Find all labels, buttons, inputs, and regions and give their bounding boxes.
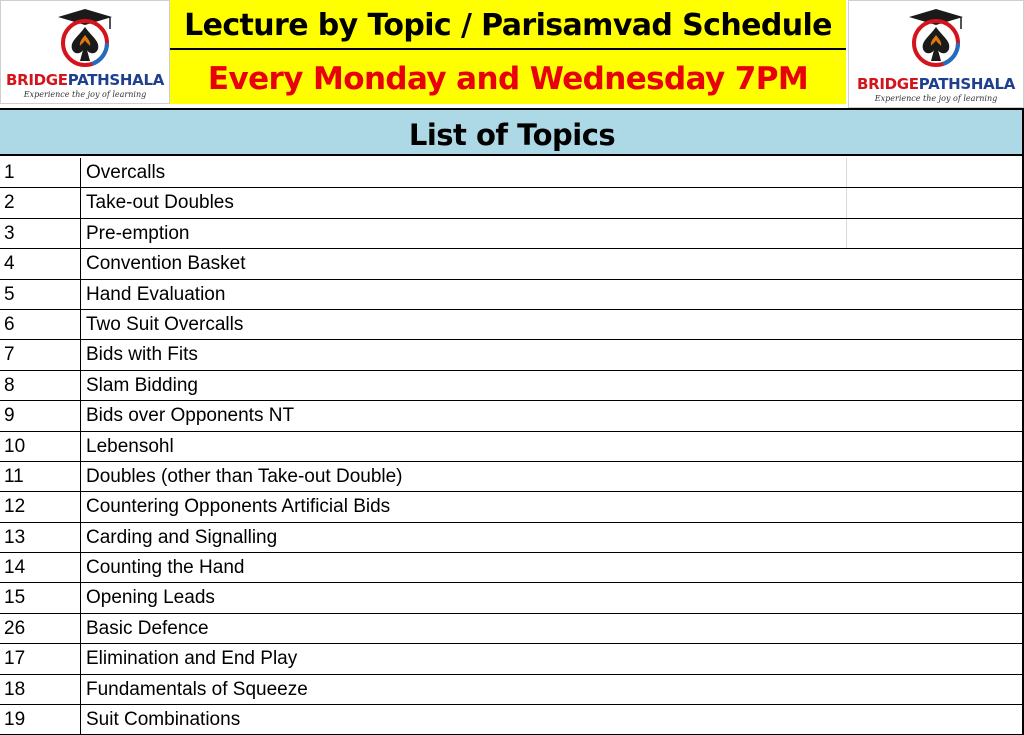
topic-name: Suit Combinations xyxy=(86,709,241,731)
column-divider xyxy=(80,675,81,704)
topic-name: Take-out Doubles xyxy=(86,192,234,214)
column-divider xyxy=(80,462,81,491)
column-divider xyxy=(80,401,81,430)
topic-number: 17 xyxy=(4,648,26,670)
brand-name: BRIDGEPATHSHALA xyxy=(5,71,165,89)
header xyxy=(0,0,1024,108)
topic-row xyxy=(0,432,1024,462)
topic-number: 18 xyxy=(4,678,26,700)
schedule-subtitle: Every Monday and Wednesday 7PM xyxy=(170,50,846,104)
logo-left xyxy=(0,0,170,104)
topic-name: Two Suit Overcalls xyxy=(86,313,244,335)
topic-name: Hand Evaluation xyxy=(86,283,226,305)
column-divider xyxy=(80,705,81,734)
topic-row xyxy=(0,280,1024,310)
topic-number: 7 xyxy=(4,344,15,366)
topic-row xyxy=(0,492,1024,522)
column-divider xyxy=(80,614,81,643)
topic-number: 19 xyxy=(4,709,26,731)
column-divider xyxy=(80,219,81,248)
topic-name: Bids over Opponents NT xyxy=(86,405,295,427)
topic-row xyxy=(0,219,1024,249)
column-divider xyxy=(80,310,81,339)
topic-number: 8 xyxy=(4,374,15,396)
topic-row xyxy=(0,310,1024,340)
topic-number: 26 xyxy=(4,617,26,639)
logo-right xyxy=(848,0,1024,108)
spade-mortarboard-logo-icon xyxy=(903,7,969,69)
column-divider xyxy=(80,371,81,400)
topic-name: Countering Opponents Artificial Bids xyxy=(86,496,391,518)
column-divider xyxy=(80,188,81,217)
topic-number: 4 xyxy=(4,253,15,275)
page-title: Lecture by Topic / Parisamvad Schedule xyxy=(170,0,846,50)
topic-name: Carding and Signalling xyxy=(86,526,278,548)
topic-row xyxy=(0,462,1024,492)
column-divider xyxy=(80,340,81,369)
grid-line xyxy=(846,188,847,217)
topic-name: Basic Defence xyxy=(86,617,209,639)
grid-line xyxy=(846,158,847,187)
topic-number: 15 xyxy=(4,587,26,609)
topic-name: Elimination and End Play xyxy=(86,648,298,670)
topic-name: Fundamentals of Squeeze xyxy=(86,678,308,700)
column-divider xyxy=(80,523,81,552)
topic-row xyxy=(0,340,1024,370)
topic-row xyxy=(0,583,1024,613)
topic-row xyxy=(0,401,1024,431)
topic-number: 14 xyxy=(4,557,26,579)
topic-number: 9 xyxy=(4,405,15,427)
brand-tagline: Experience the joy of learning xyxy=(23,90,147,99)
topic-number: 10 xyxy=(4,435,26,457)
section-title: List of Topics xyxy=(0,108,1024,156)
topic-number: 13 xyxy=(4,526,26,548)
topic-name: Pre-emption xyxy=(86,222,190,244)
topic-row xyxy=(0,553,1024,583)
topic-row xyxy=(0,158,1024,188)
topic-list xyxy=(0,158,1024,735)
column-divider xyxy=(80,583,81,612)
topic-row xyxy=(0,371,1024,401)
topic-row xyxy=(0,188,1024,218)
brand-name: BRIDGEPATHSHALA xyxy=(856,75,1016,93)
column-divider xyxy=(80,280,81,309)
topic-row xyxy=(0,523,1024,553)
topic-row xyxy=(0,614,1024,644)
column-divider xyxy=(80,158,81,187)
column-divider xyxy=(80,644,81,673)
spade-mortarboard-logo-icon xyxy=(52,7,118,69)
column-divider xyxy=(80,553,81,582)
topic-name: Doubles (other than Take-out Double) xyxy=(86,465,403,487)
topic-row xyxy=(0,644,1024,674)
topic-name: Slam Bidding xyxy=(86,374,198,396)
topic-number: 3 xyxy=(4,222,15,244)
brand-tagline: Experience the joy of learning xyxy=(874,94,998,103)
column-divider xyxy=(80,432,81,461)
topic-number: 5 xyxy=(4,283,15,305)
topic-name: Overcalls xyxy=(86,162,166,183)
topic-name: Counting the Hand xyxy=(86,557,245,579)
topic-number: 2 xyxy=(4,192,15,214)
topic-name: Opening Leads xyxy=(86,587,215,609)
grid-line xyxy=(846,219,847,248)
topic-row xyxy=(0,249,1024,279)
topic-name: Lebensohl xyxy=(86,435,174,457)
topic-number: 6 xyxy=(4,313,15,335)
topic-number: 1 xyxy=(4,162,15,183)
topic-row xyxy=(0,675,1024,705)
topic-number: 12 xyxy=(4,496,26,518)
topic-row xyxy=(0,705,1024,735)
column-divider xyxy=(80,249,81,278)
column-divider xyxy=(80,492,81,521)
topic-number: 11 xyxy=(4,465,24,487)
topic-name: Bids with Fits xyxy=(86,344,198,366)
topic-name: Convention Basket xyxy=(86,253,246,275)
